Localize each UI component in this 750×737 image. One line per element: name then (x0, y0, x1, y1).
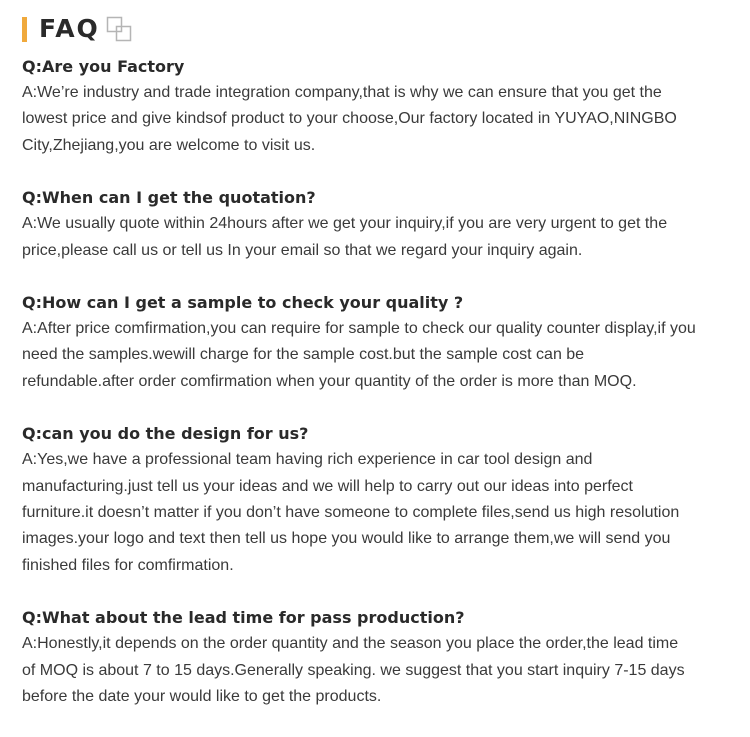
answer-line: A:After price comfirmation,you can require for sample to check our quality counter display,if you (22, 320, 696, 338)
faq-question: Q:Are you Factory (22, 57, 185, 76)
answer-line: A:Honestly,it depends on the order quantity and the season you place the order,the lead time (22, 635, 679, 653)
answer-line: of MOQ is about 7 to 15 days.Generally speaking. we suggest that you start inquiry 7-15 days (22, 661, 685, 679)
answer-line: lowest price and give kindsof product to your choose,Our factory located in YUYAO,NINGBO (22, 110, 677, 128)
answer-line: A:We’re industry and trade integration company,that is why we can ensure that you get the (22, 84, 662, 101)
faq-item (22, 54, 740, 159)
answer-line: refundable.after order comfirmation when your quantity of the order is more than MOQ. (22, 372, 637, 390)
answer-line: City,Zhejiang,you are welcome to visit us. (22, 136, 316, 154)
overlapping-squares-icon (106, 16, 132, 42)
faq-question: Q:can you do the design for us? (22, 424, 309, 444)
answer-line: manufacturing.just tell us your ideas and we will help to carry out our ideas into perfect (22, 477, 633, 495)
faq-header (22, 14, 132, 44)
answer-line: before the date your would like to get the products. (22, 688, 382, 706)
answer-line: need the samples.wewill charge for the sample cost.but the sample cost can be (22, 346, 585, 364)
answer-line: price,please call us or tell us In your email so that we regard your inquiry again. (22, 241, 583, 259)
answer-line: furniture.it doesn’t matter if you don’t have someone to complete files,send us high resolution (22, 504, 680, 522)
faq-item (22, 421, 740, 579)
answer-line: finished files for comfirmation. (22, 556, 234, 574)
faq-question: Q:How can I get a sample to check your quality ? (22, 293, 464, 313)
faq-answer (22, 316, 740, 395)
faq-item (22, 290, 740, 395)
faq-question: Q:What about the lead time for pass production? (22, 608, 465, 628)
page-title: FAQ (39, 14, 100, 43)
faq-answer (22, 631, 740, 710)
answer-line: A:We usually quote within 24hours after we get your inquiry,if you are very urgent to get the (22, 215, 668, 233)
faq-answer (22, 447, 740, 579)
answer-line: images.your logo and text then tell us hope you would like to arrange them,we will send you (22, 530, 671, 548)
faq-item (22, 185, 740, 264)
answer-line: A:Yes,we have a professional team having rich experience in car tool design and (22, 451, 593, 469)
faq-question: Q:When can I get the quotation? (22, 188, 316, 208)
accent-bar (22, 17, 27, 42)
faq-item (22, 605, 740, 710)
faq-answer (22, 80, 740, 159)
faq-list (22, 54, 740, 737)
faq-answer (22, 211, 740, 264)
